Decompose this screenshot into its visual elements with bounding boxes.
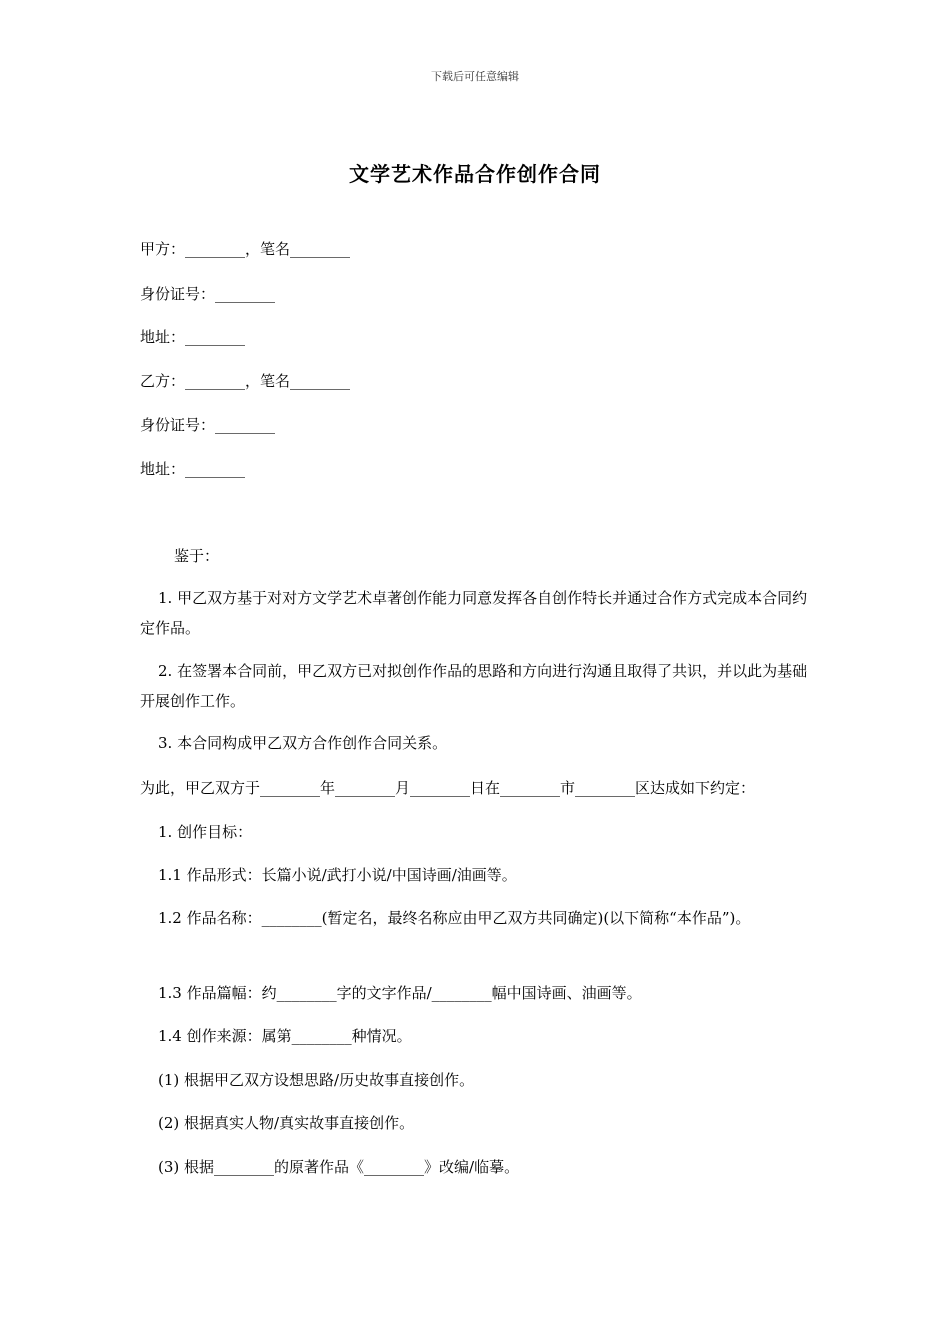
source-option-3: (3) 根据________的原著作品《________》改编/临摹。 — [158, 1158, 520, 1176]
page-title: 文学艺术作品合作创作合同 — [349, 162, 601, 186]
clause-1-2: 1.2 作品名称：________(暂定名，最终名称应由甲乙双方共同确定)(以下简称“本作品”)。 — [158, 909, 751, 927]
party-a-address: 地址：________ — [140, 328, 246, 346]
whereas-heading: 鉴于： — [174, 547, 220, 565]
party-a-id: 身份证号：________ — [140, 285, 276, 303]
clause-1-4: 1.4 创作来源：属第________种情况。 — [158, 1027, 412, 1045]
source-option-2: (2) 根据真实人物/真实故事直接创作。 — [158, 1114, 415, 1132]
clause-1-1: 1.1 作品形式：长篇小说/武打小说/中国诗画/油画等。 — [158, 866, 517, 884]
recital-3: 3. 本合同构成甲乙双方合作创作合同关系。 — [158, 734, 448, 752]
recital-2: 2. 在签署本合同前，甲乙双方已对拟创作作品的思路和方向进行沟通且取得了共识，并以此为基础开展创作工作。 — [140, 662, 808, 710]
party-a-name: 甲方：________，笔名________ — [140, 240, 351, 258]
party-b-name: 乙方：________，笔名________ — [140, 372, 351, 390]
source-option-1: (1) 根据甲乙双方设想思路/历史故事直接创作。 — [158, 1071, 475, 1089]
party-b-id: 身份证号：________ — [140, 416, 276, 434]
agreement-line: 为此，甲乙双方于________年________月________日在________市________区达成如下约定： — [140, 779, 756, 797]
page-header: 下载后可任意编辑 — [431, 70, 519, 83]
section-1-title: 1. 创作目标： — [158, 823, 253, 841]
clause-1-3: 1.3 作品篇幅：约________字的文字作品/________幅中国诗画、油画等。 — [158, 984, 642, 1002]
recital-1: 1. 甲乙双方基于对对方文学艺术卓著创作能力同意发挥各自创作特长并通过合作方式完成本合同约定作品。 — [140, 589, 808, 637]
party-b-address: 地址：________ — [140, 460, 246, 478]
